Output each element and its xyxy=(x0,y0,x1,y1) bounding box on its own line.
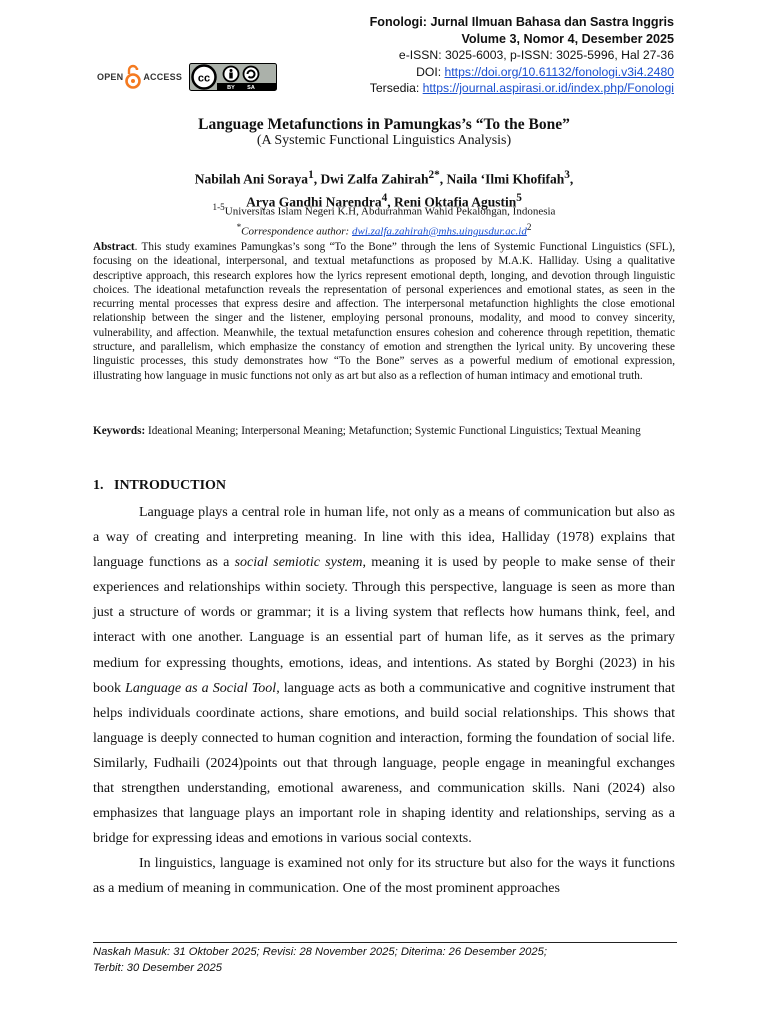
available-line: Tersedia: https://journal.aspirasi.or.id/index.php/Fonologi xyxy=(369,81,674,95)
open-access-logo xyxy=(97,64,182,90)
cc-by-sa-icon xyxy=(189,63,277,91)
journal-issn: e-ISSN: 3025-6003, p-ISSN: 3025-5996, Hal 27-36 xyxy=(398,48,674,62)
open-access-text-right: ACCESS xyxy=(143,72,183,82)
paper-title: Language Metafunctions in Pamungkas’s “To the Bone” xyxy=(198,116,570,133)
affiliation: $^{1-5}$Universitas Islam Negeri K.H, Abdurrahman Wahid Pekalongan, Indonesia xyxy=(212,202,556,218)
keywords-label: Keywords: xyxy=(93,425,146,437)
open-access-text-left: OPEN xyxy=(97,72,124,82)
journal-name: Fonologi: Jurnal Ilmuan Bahasa dan Sastra Inggris xyxy=(369,15,674,29)
author-line-2: Arya Gandhi Narendra$^4$, Reni Oktafia Agustin$^5$ xyxy=(246,191,522,209)
keywords-text: Ideational Meaning; Interpersonal Meaning; Metafunction; Systemic Functional Linguistics; Textual Meaning xyxy=(145,425,641,437)
author-name: Arya Gandhi Narendra xyxy=(246,194,382,209)
correspondence-email-link[interactable]: dwi.zalfa.zahirah@mhs.uingusdur.ac.id xyxy=(351,225,527,238)
journal-volume: Volume 3, Nomor 4, Desember 2025 xyxy=(461,31,674,46)
abstract-label: Abstract xyxy=(93,241,135,253)
abstract-text: . This study examines Pamungkas’s song “To the Bone” through the lens of Systemic Functional Linguistics (SFL), focusing on the ideational, interpersonal, and textual metafunctions as proposed by M.A.K. Halliday. Using a qualitative descriptive approach, this research explores how the lyrics represent emotional depth, longing, and devotion through linguistic choices. The ideational metafunction reveals the representation of personal experiences and emotional states, as seen in the recurring mental processes that express desire and affection. The interpersonal metafunction highlights the close emotional relationship between the singer and the listener, employing personal pronouns, modality, and mood to convey sincerity, vulnerability, and affection. Meanwhile, the textual metafunction ensures cohesion and coherence through repetition, thematic structure, and parallelism, which emphasize the constancy of emotion and strengthen the lyrical unity. By uncovering these linguistic processes, this study demonstrates how “To the Bone” serves as a powerful medium of emotional expression, illustrating how language in music functions not only as art but also as a reflection of human intimacy and emotional truth. xyxy=(93,241,675,382)
doi-link[interactable]: https://doi.org/10.61132/fonologi.v3i4.2480 xyxy=(444,64,674,79)
svg-text:cc: cc xyxy=(197,72,211,85)
section-heading: 1. INTRODUCTION xyxy=(93,478,227,493)
author-line-1: Nabilah Ani Soraya$^1$, Dwi Zalfa Zahirah$^{2*}$, Naila ‘Ilmi Khofifah$^3$, xyxy=(194,169,574,187)
abstract xyxy=(93,240,675,383)
cc-by-label: BY xyxy=(227,85,235,91)
affiliation-block xyxy=(0,200,768,239)
doi-line: DOI: https://doi.org/10.61132/fonologi.v3i4.2480 xyxy=(416,64,674,79)
footer-dates: Naskah Masuk: 31 Oktober 2025; Revisi: 28 November 2025; Diterima: 26 Desember 2025; Terbit: 30 Desember 2025 xyxy=(93,946,547,974)
correspondence: *Correspondence author: $dwi.zalfa.zahirah@mhs.uingusdur.ac.id^2$ xyxy=(236,221,532,238)
license-logos xyxy=(97,62,277,92)
journal-header xyxy=(370,14,674,97)
cc-sa-label: SA xyxy=(247,85,255,91)
paper-subtitle: (A Systemic Functional Linguistics Analysis) xyxy=(256,133,512,148)
author-name: Reni Oktafia Agustin xyxy=(393,194,517,209)
journal-url-link[interactable]: https://journal.aspirasi.or.id/index.php/Fonologi xyxy=(422,81,674,95)
author-name: Naila ‘Ilmi Khofifah xyxy=(446,171,565,187)
footer-divider xyxy=(93,942,677,943)
body-text xyxy=(93,500,675,902)
paragraph: In linguistics, language is examined not only for its structure but also for the ways it functions as a medium of meaning in communication. One of the most prominent approaches xyxy=(93,856,675,897)
author-name: Nabilah Ani Soraya xyxy=(194,171,309,187)
paragraph: Language plays a central role in human life, not only as a means of communication but also as a way of creating and interpreting meaning. In line with this idea, Halliday (1978) explains that language functions as a social semiotic system, meaning it is used by people to make sense of their experiences and relationships within society. Through this perspective, language is seen as more than just a structure of words or grammar; it is a living system that reflects how humans think, feel, and interact with one another. Language is an essential part of human life, as it serves as the primary medium for expressing thoughts, emotions, ideas, and intentions. As stated by Borghi (2023) in his book Language as a Social Tool, language acts as both a communicative and cognitive instrument that helps individuals coordinate actions, share emotions, and build social relationships. This shows that language is deeply connected to human cognition and interaction, forming the foundation of social life. Similarly, Fudhaili (2024)points out that through language, people engage in meaningful exchanges that strengthen understanding, emotional awareness, and communication skills. Nani (2024) also emphasizes that language plays an important role in shaping identity and relationships, serving as a bridge for expressing ideas and emotions in various social contexts. xyxy=(93,505,676,847)
keywords xyxy=(93,424,675,438)
open-lock-icon xyxy=(125,64,141,90)
author-name: Dwi Zalfa Zahirah xyxy=(320,171,429,187)
